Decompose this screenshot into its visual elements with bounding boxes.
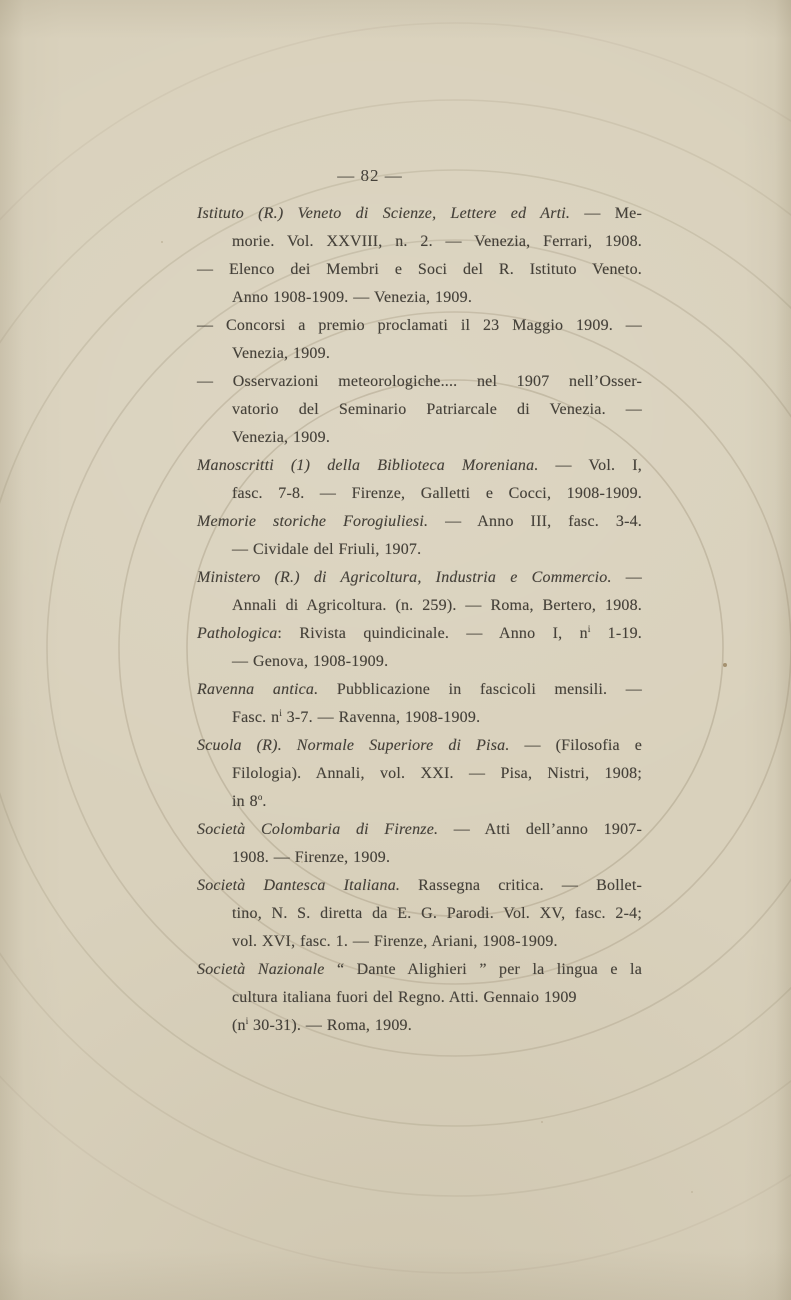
text-segment: : Rivista quindicinale. — Anno I, n <box>277 625 588 642</box>
text-segment: Pubblicazione in fascicoli mensili. — <box>318 681 642 698</box>
text-line <box>197 956 642 984</box>
text-line <box>197 228 642 256</box>
text-line <box>197 872 642 900</box>
text-line <box>197 732 642 760</box>
text-segment: — Me- <box>570 205 642 222</box>
text-segment: 1-19. <box>590 625 642 642</box>
text-segment: — (Filosofia e <box>509 737 643 754</box>
text-segment: 1908. — Firenze, 1909. <box>232 849 391 866</box>
text-line <box>197 760 642 788</box>
text-line <box>197 256 642 284</box>
text-segment: Fasc. n <box>232 709 280 726</box>
text-line <box>197 452 642 480</box>
text-segment: i <box>245 1016 249 1026</box>
text-segment: Società Colombaria di Firenze. <box>197 821 439 838</box>
text-segment: Scuola (R). Normale Superiore di Pisa. <box>197 737 510 754</box>
text-segment: Rassegna critica. — Bollet- <box>400 877 642 894</box>
text-segment: — Genova, 1908-1909. <box>232 653 389 670</box>
bibliography-list <box>197 200 642 1040</box>
text-segment: — Cividale del Friuli, 1907. <box>232 541 422 558</box>
text-line <box>197 508 642 536</box>
text-segment: — Anno III, fasc. 3-4. <box>428 513 642 530</box>
text-line <box>197 396 642 424</box>
text-segment: 30-31). — Roma, 1909. <box>248 1017 412 1034</box>
text-segment: — Vol. I, <box>538 457 642 474</box>
text-segment: Società Nazionale <box>197 961 325 978</box>
text-segment: Venezia, 1909. <box>232 429 331 446</box>
text-segment: i <box>587 624 591 634</box>
text-segment: Annali di Agricoltura. (n. 259). — Roma, Bertero, 1908. <box>232 597 642 614</box>
text-line <box>197 648 642 676</box>
text-segment: cultura italiana fuori del Regno. Atti. Gennaio 1909 <box>232 989 577 1006</box>
text-line <box>197 844 642 872</box>
page-number: — 82 — <box>337 166 403 185</box>
text-segment: Istituto (R.) Veneto di Scienze, Lettere ed Arti. <box>197 205 571 222</box>
text-segment: — Osservazioni meteorologiche.... nel 1907 nell’Osser- <box>197 373 642 390</box>
text-segment: Filologia). Annali, vol. XXI. — Pisa, Nistri, 1908; <box>232 765 642 782</box>
text-line <box>197 620 642 648</box>
text-segment: — Elenco dei Membri e Soci del R. Istituto Veneto. <box>197 261 642 278</box>
text-segment: — <box>611 569 642 586</box>
text-segment: o <box>257 792 263 802</box>
text-segment: Società Dantesca Italiana. <box>197 877 401 894</box>
text-line <box>197 900 642 928</box>
text-segment: Venezia, 1909. <box>232 345 331 362</box>
text-segment: fasc. 7-8. — Firenze, Galletti e Cocci, 1908-1909. <box>232 485 642 502</box>
text-line <box>197 1012 642 1040</box>
text-segment: morie. Vol. XXVIII, n. 2. — Venezia, Ferrari, 1908. <box>232 233 642 250</box>
text-line <box>197 984 642 1012</box>
text-segment: Ravenna antica. <box>197 681 319 698</box>
text-line <box>197 284 642 312</box>
text-segment: Ministero (R.) di Agricoltura, Industria e Commercio. <box>197 569 612 586</box>
text-line <box>197 200 642 228</box>
text-segment: — Atti dell’anno 1907- <box>438 821 643 838</box>
text-segment: i <box>279 708 282 718</box>
text-segment: Pathologica <box>197 625 278 642</box>
text-segment: (n <box>232 1017 246 1034</box>
text-line <box>197 480 642 508</box>
text-line <box>197 536 642 564</box>
text-segment: Memorie storiche Forogiuliesi. <box>197 513 429 530</box>
text-line <box>197 676 642 704</box>
text-segment: 3-7. — Ravenna, 1908-1909. <box>281 709 481 726</box>
text-segment: tino, N. S. diretta da E. G. Parodi. Vol. XV, fasc. 2-4; <box>232 905 642 922</box>
text-line <box>197 340 642 368</box>
text-segment: vol. XVI, fasc. 1. — Firenze, Ariani, 1908-1909. <box>232 933 558 950</box>
text-segment: Manoscritti (1) della Biblioteca Moreniana. <box>197 457 539 474</box>
text-line <box>197 592 642 620</box>
text-line <box>197 424 642 452</box>
text-segment: in 8 <box>232 793 258 810</box>
text-line <box>197 704 642 732</box>
text-line <box>197 928 642 956</box>
text-segment: Anno 1908-1909. — Venezia, 1909. <box>232 289 473 306</box>
text-segment: — Concorsi a premio proclamati il 23 Maggio 1909. — <box>197 317 642 334</box>
paper-speck <box>723 663 727 667</box>
text-line <box>197 564 642 592</box>
text-segment: vatorio del Seminario Patriarcale di Venezia. — <box>232 401 642 418</box>
text-segment: . <box>262 793 267 810</box>
text-line <box>197 816 642 844</box>
text-line <box>197 312 642 340</box>
text-segment: “ Dante Alighieri ” per la lingua e la <box>324 961 642 978</box>
text-line <box>197 788 642 816</box>
text-line <box>197 368 642 396</box>
